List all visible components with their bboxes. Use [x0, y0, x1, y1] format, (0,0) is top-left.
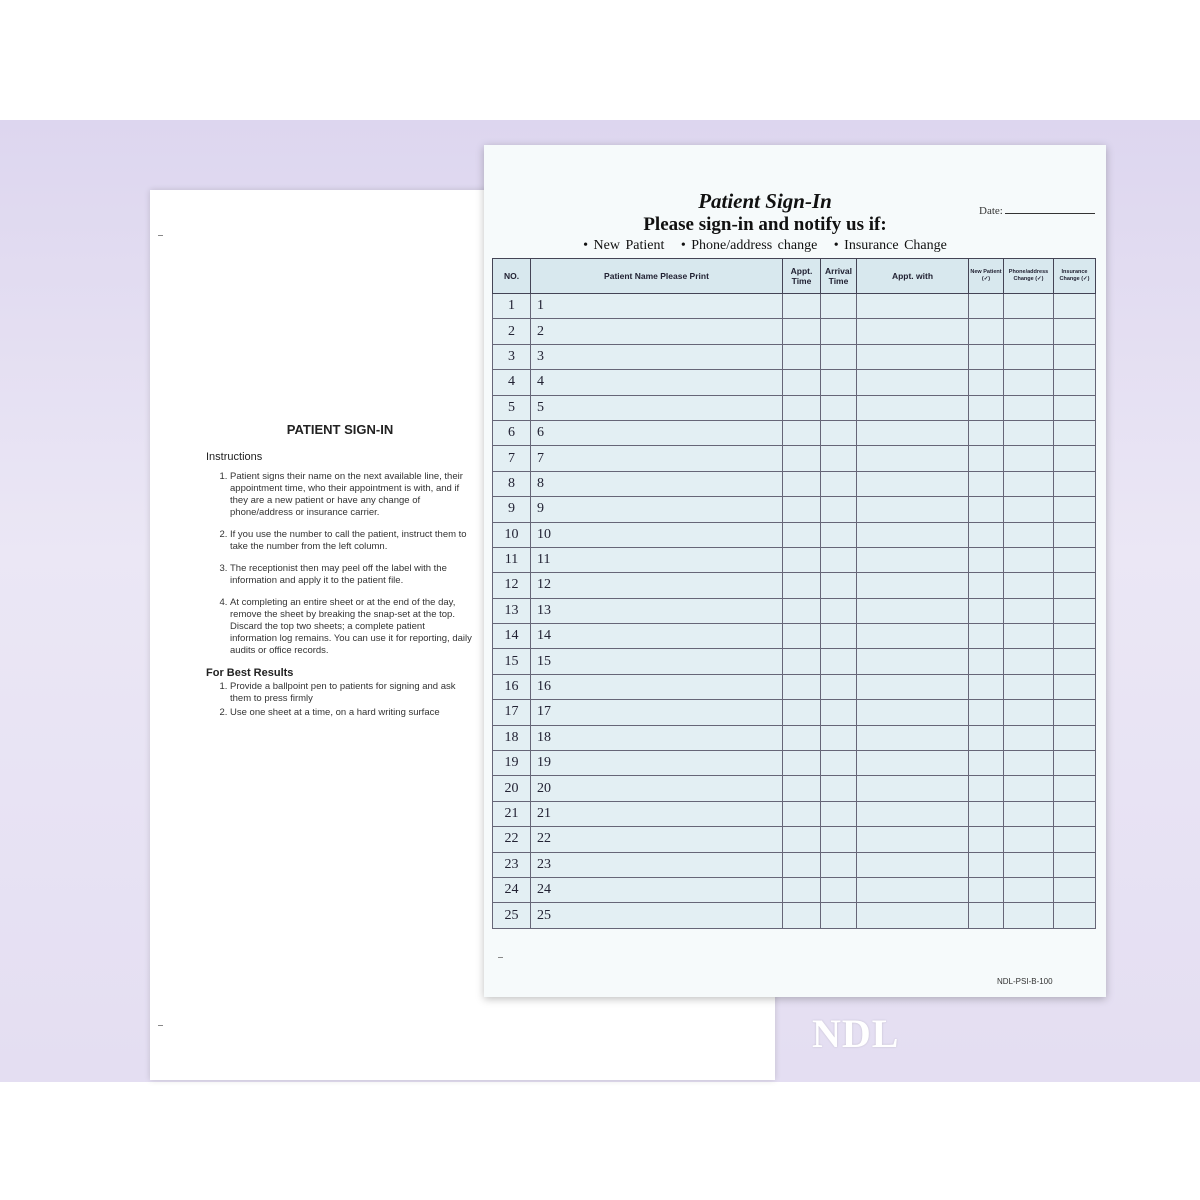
entry-cell[interactable]: [821, 649, 857, 674]
entry-cell[interactable]: [969, 700, 1004, 725]
entry-cell[interactable]: [1054, 294, 1096, 319]
entry-cell[interactable]: [969, 903, 1004, 928]
entry-cell[interactable]: [821, 370, 857, 395]
entry-cell[interactable]: [1004, 497, 1054, 522]
instruction-item: 2. If you use the number to call the patient, instruct them to take the number from the left column.: [230, 529, 474, 553]
entry-cell[interactable]: [783, 877, 821, 902]
table-row: [493, 319, 1096, 344]
entry-cell[interactable]: [969, 446, 1004, 471]
entry-cell[interactable]: [1054, 471, 1096, 496]
entry-cell[interactable]: [1054, 877, 1096, 902]
entry-cell[interactable]: [1004, 395, 1054, 420]
entry-cell[interactable]: [1054, 370, 1096, 395]
entry-cell[interactable]: [1054, 446, 1096, 471]
row-number: 19: [493, 751, 531, 776]
patient-name-cell[interactable]: 23: [531, 852, 783, 877]
entry-cell[interactable]: [783, 674, 821, 699]
row-number: 4: [493, 370, 531, 395]
entry-cell[interactable]: [969, 751, 1004, 776]
entry-cell[interactable]: [821, 877, 857, 902]
entry-cell[interactable]: [783, 547, 821, 572]
col-no: NO.: [493, 259, 531, 294]
entry-cell[interactable]: [1004, 725, 1054, 750]
col-patient-name: Patient Name Please Print: [531, 259, 783, 294]
entry-cell[interactable]: [969, 522, 1004, 547]
patient-name-cell[interactable]: 12: [531, 573, 783, 598]
patient-name-cell[interactable]: 24: [531, 877, 783, 902]
row-number: 8: [493, 471, 531, 496]
instruction-item: 4. At completing an entire sheet or at the end of the day, remove the sheet by breaking the snap-set at the top. Discard the top two sheets; a complete patient information log remains. You can use it for reporting, daily audits or office records.: [230, 597, 474, 657]
table-row: [493, 624, 1096, 649]
entry-cell[interactable]: [969, 776, 1004, 801]
patient-name-cell[interactable]: 1: [531, 294, 783, 319]
entry-cell[interactable]: [857, 573, 969, 598]
table-row: [493, 497, 1096, 522]
entry-cell[interactable]: [821, 344, 857, 369]
entry-cell[interactable]: [821, 903, 857, 928]
entry-cell[interactable]: [857, 522, 969, 547]
entry-cell[interactable]: [857, 801, 969, 826]
entry-cell[interactable]: [969, 344, 1004, 369]
table-row: [493, 446, 1096, 471]
entry-cell[interactable]: [783, 497, 821, 522]
entry-cell[interactable]: [783, 700, 821, 725]
entry-cell[interactable]: [969, 725, 1004, 750]
entry-cell[interactable]: [783, 624, 821, 649]
table-row: [493, 801, 1096, 826]
entry-cell[interactable]: [1004, 573, 1054, 598]
entry-cell[interactable]: [783, 598, 821, 623]
table-row: [493, 370, 1096, 395]
entry-cell[interactable]: [783, 725, 821, 750]
entry-cell[interactable]: [1054, 852, 1096, 877]
table-row: [493, 547, 1096, 572]
table-row: [493, 776, 1096, 801]
patient-name-cell[interactable]: 16: [531, 674, 783, 699]
instructions-content: [206, 422, 474, 721]
entry-cell[interactable]: [969, 547, 1004, 572]
entry-cell[interactable]: [783, 370, 821, 395]
col-new-patient: New Patient (✓): [969, 259, 1004, 294]
entry-cell[interactable]: [1004, 801, 1054, 826]
best-results-list: [206, 681, 474, 719]
entry-cell[interactable]: [969, 827, 1004, 852]
patient-name-cell[interactable]: 15: [531, 649, 783, 674]
entry-cell[interactable]: [857, 294, 969, 319]
entry-cell[interactable]: [969, 674, 1004, 699]
entry-cell[interactable]: [783, 471, 821, 496]
row-number: 1: [493, 294, 531, 319]
entry-cell[interactable]: [857, 852, 969, 877]
entry-cell[interactable]: [969, 395, 1004, 420]
row-number: 13: [493, 598, 531, 623]
perforation-mark: [158, 235, 163, 236]
best-results-item: 1. Provide a ballpoint pen to patients for signing and ask them to press firmly: [230, 681, 474, 705]
entry-cell[interactable]: [821, 319, 857, 344]
sign-in-table: [492, 258, 1096, 929]
entry-cell[interactable]: [1004, 522, 1054, 547]
entry-cell[interactable]: [821, 446, 857, 471]
entry-cell[interactable]: [857, 725, 969, 750]
entry-cell[interactable]: [1054, 497, 1096, 522]
entry-cell[interactable]: [1004, 471, 1054, 496]
entry-cell[interactable]: [857, 903, 969, 928]
entry-cell[interactable]: [857, 370, 969, 395]
entry-cell[interactable]: [783, 852, 821, 877]
entry-cell[interactable]: [857, 497, 969, 522]
entry-cell[interactable]: [857, 395, 969, 420]
ndl-watermark: NDL: [812, 1011, 900, 1056]
entry-cell[interactable]: [1004, 877, 1054, 902]
row-number: 2: [493, 319, 531, 344]
row-number: 17: [493, 700, 531, 725]
entry-cell[interactable]: [1054, 420, 1096, 445]
entry-cell[interactable]: [1054, 649, 1096, 674]
row-number: 23: [493, 852, 531, 877]
entry-cell[interactable]: [1054, 751, 1096, 776]
table-row: [493, 700, 1096, 725]
table-row: [493, 877, 1096, 902]
entry-cell[interactable]: [821, 573, 857, 598]
table-row: [493, 649, 1096, 674]
entry-cell[interactable]: [857, 776, 969, 801]
row-number: 11: [493, 547, 531, 572]
entry-cell[interactable]: [969, 649, 1004, 674]
entry-cell[interactable]: [857, 674, 969, 699]
entry-cell[interactable]: [783, 319, 821, 344]
best-results-item: 2. Use one sheet at a time, on a hard writing surface: [230, 707, 474, 719]
patient-name-cell[interactable]: 21: [531, 801, 783, 826]
entry-cell[interactable]: [857, 420, 969, 445]
entry-cell[interactable]: [857, 624, 969, 649]
entry-cell[interactable]: [821, 725, 857, 750]
entry-cell[interactable]: [1054, 700, 1096, 725]
entry-cell[interactable]: [1054, 801, 1096, 826]
entry-cell[interactable]: [857, 827, 969, 852]
col-appt-with: Appt. with: [857, 259, 969, 294]
patient-name-cell[interactable]: 19: [531, 751, 783, 776]
entry-cell[interactable]: [857, 700, 969, 725]
row-number: 21: [493, 801, 531, 826]
entry-cell[interactable]: [783, 776, 821, 801]
entry-cell[interactable]: [783, 395, 821, 420]
patient-name-cell[interactable]: 11: [531, 547, 783, 572]
instructions-list: [206, 471, 474, 657]
entry-cell[interactable]: [1004, 700, 1054, 725]
entry-cell[interactable]: [1004, 420, 1054, 445]
entry-cell[interactable]: [1004, 649, 1054, 674]
table-row: [493, 420, 1096, 445]
instruction-item: 1. Patient signs their name on the next available line, their appointment time, who their appointment is with, and if they are a new patient or have any change of phone/address or insurance carrier.: [230, 471, 474, 519]
entry-cell[interactable]: [1054, 725, 1096, 750]
perforation-mark: [498, 957, 503, 958]
row-number: 22: [493, 827, 531, 852]
row-number: 15: [493, 649, 531, 674]
row-number: 16: [493, 674, 531, 699]
entry-cell[interactable]: [821, 700, 857, 725]
patient-name-cell[interactable]: 6: [531, 420, 783, 445]
entry-cell[interactable]: [1054, 674, 1096, 699]
entry-cell[interactable]: [1054, 827, 1096, 852]
entry-cell[interactable]: [783, 801, 821, 826]
entry-cell[interactable]: [1004, 827, 1054, 852]
entry-cell[interactable]: [857, 598, 969, 623]
entry-cell[interactable]: [1004, 674, 1054, 699]
row-number: 9: [493, 497, 531, 522]
instruction-item: 3. The receptionist then may peel off the label with the information and apply it to the patient file.: [230, 563, 474, 587]
entry-cell[interactable]: [969, 319, 1004, 344]
instructions-heading: Instructions: [206, 451, 263, 463]
entry-cell[interactable]: [821, 801, 857, 826]
row-number: 6: [493, 420, 531, 445]
entry-cell[interactable]: [1004, 344, 1054, 369]
patient-name-cell[interactable]: 22: [531, 827, 783, 852]
entry-cell[interactable]: [1054, 624, 1096, 649]
entry-cell[interactable]: [857, 649, 969, 674]
entry-cell[interactable]: [783, 522, 821, 547]
entry-cell[interactable]: [1004, 370, 1054, 395]
entry-cell[interactable]: [821, 471, 857, 496]
patient-name-cell[interactable]: 17: [531, 700, 783, 725]
best-results-heading: For Best Results: [206, 667, 294, 679]
date-label: Date:: [979, 205, 1003, 217]
perforation-mark: [158, 1025, 163, 1026]
entry-cell[interactable]: [969, 624, 1004, 649]
entry-cell[interactable]: [969, 598, 1004, 623]
entry-cell[interactable]: [1054, 395, 1096, 420]
entry-cell[interactable]: [969, 497, 1004, 522]
entry-cell[interactable]: [1054, 776, 1096, 801]
row-number: 5: [493, 395, 531, 420]
table-row: [493, 344, 1096, 369]
patient-name-cell[interactable]: 4: [531, 370, 783, 395]
patient-name-cell[interactable]: 7: [531, 446, 783, 471]
table-row: [493, 674, 1096, 699]
entry-cell[interactable]: [857, 471, 969, 496]
col-appt-time: Appt. Time: [783, 259, 821, 294]
row-number: 20: [493, 776, 531, 801]
entry-cell[interactable]: [783, 294, 821, 319]
entry-cell[interactable]: [969, 801, 1004, 826]
entry-cell[interactable]: [1054, 522, 1096, 547]
entry-cell[interactable]: [821, 751, 857, 776]
entry-cell[interactable]: [1054, 573, 1096, 598]
patient-name-cell[interactable]: 8: [531, 471, 783, 496]
form-title: Patient Sign-In: [698, 189, 832, 213]
entry-cell[interactable]: [969, 877, 1004, 902]
row-number: 14: [493, 624, 531, 649]
entry-cell[interactable]: [1004, 446, 1054, 471]
patient-name-cell[interactable]: 5: [531, 395, 783, 420]
entry-cell[interactable]: [1054, 903, 1096, 928]
form-subtitle: Please sign-in and notify us if:: [643, 214, 887, 235]
entry-cell[interactable]: [821, 674, 857, 699]
patient-name-cell[interactable]: 10: [531, 522, 783, 547]
entry-cell[interactable]: [1004, 547, 1054, 572]
patient-name-cell[interactable]: 18: [531, 725, 783, 750]
table-row: [493, 522, 1096, 547]
entry-cell[interactable]: [1004, 319, 1054, 344]
patient-name-cell[interactable]: 3: [531, 344, 783, 369]
table-row: [493, 852, 1096, 877]
notify-bullets: • New Patient • Phone/address change • Insurance Change: [583, 238, 947, 253]
entry-cell[interactable]: [969, 294, 1004, 319]
entry-cell[interactable]: [1054, 344, 1096, 369]
table-row: [493, 395, 1096, 420]
entry-cell[interactable]: [1004, 294, 1054, 319]
patient-name-cell[interactable]: 13: [531, 598, 783, 623]
patient-name-cell[interactable]: 20: [531, 776, 783, 801]
entry-cell[interactable]: [821, 598, 857, 623]
col-arrival-time: Arrival Time: [821, 259, 857, 294]
date-line: [1005, 213, 1095, 214]
entry-cell[interactable]: [821, 294, 857, 319]
entry-cell[interactable]: [1004, 903, 1054, 928]
table-row: [493, 471, 1096, 496]
entry-cell[interactable]: [821, 522, 857, 547]
entry-cell[interactable]: [969, 370, 1004, 395]
row-number: 24: [493, 877, 531, 902]
entry-cell[interactable]: [821, 624, 857, 649]
entry-cell[interactable]: [783, 827, 821, 852]
row-number: 12: [493, 573, 531, 598]
entry-cell[interactable]: [969, 471, 1004, 496]
entry-cell[interactable]: [969, 573, 1004, 598]
entry-cell[interactable]: [1004, 624, 1054, 649]
patient-name-cell[interactable]: 9: [531, 497, 783, 522]
row-number: 3: [493, 344, 531, 369]
table-row: [493, 827, 1096, 852]
entry-cell[interactable]: [1004, 751, 1054, 776]
row-number: 10: [493, 522, 531, 547]
table-row: [493, 903, 1096, 928]
entry-cell[interactable]: [821, 420, 857, 445]
entry-cell[interactable]: [857, 877, 969, 902]
entry-cell[interactable]: [821, 852, 857, 877]
entry-cell[interactable]: [1004, 776, 1054, 801]
entry-cell[interactable]: [857, 751, 969, 776]
table-row: [493, 598, 1096, 623]
col-phone-change: Phone/address Change (✓): [1004, 259, 1054, 294]
entry-cell[interactable]: [857, 319, 969, 344]
table-header: [493, 259, 1096, 294]
entry-cell[interactable]: [783, 446, 821, 471]
instructions-title: PATIENT SIGN-IN: [286, 422, 394, 437]
entry-cell[interactable]: [821, 497, 857, 522]
col-insurance-change: Insurance Change (✓): [1054, 259, 1096, 294]
table-row: [493, 751, 1096, 776]
entry-cell[interactable]: [783, 573, 821, 598]
entry-cell[interactable]: [821, 395, 857, 420]
form-code: NDL-PSI-B-100: [997, 977, 1053, 986]
entry-cell[interactable]: [969, 852, 1004, 877]
entry-cell[interactable]: [783, 420, 821, 445]
table-row: [493, 294, 1096, 319]
patient-name-cell[interactable]: 25: [531, 903, 783, 928]
entry-cell[interactable]: [969, 420, 1004, 445]
entry-cell[interactable]: [1054, 547, 1096, 572]
entry-cell[interactable]: [783, 649, 821, 674]
patient-name-cell[interactable]: 14: [531, 624, 783, 649]
row-number: 7: [493, 446, 531, 471]
patient-name-cell[interactable]: 2: [531, 319, 783, 344]
entry-cell[interactable]: [1054, 319, 1096, 344]
sign-in-sheet: [484, 145, 1106, 997]
row-number: 25: [493, 903, 531, 928]
entry-cell[interactable]: [1054, 598, 1096, 623]
entry-cell[interactable]: [783, 751, 821, 776]
entry-cell[interactable]: [857, 446, 969, 471]
row-number: 18: [493, 725, 531, 750]
date-field: [979, 205, 1095, 217]
entry-cell[interactable]: [857, 547, 969, 572]
entry-cell[interactable]: [1004, 852, 1054, 877]
entry-cell[interactable]: [821, 776, 857, 801]
entry-cell[interactable]: [783, 903, 821, 928]
entry-cell[interactable]: [1004, 598, 1054, 623]
table-row: [493, 573, 1096, 598]
entry-cell[interactable]: [783, 344, 821, 369]
table-row: [493, 725, 1096, 750]
entry-cell[interactable]: [821, 547, 857, 572]
entry-cell[interactable]: [857, 344, 969, 369]
entry-cell[interactable]: [821, 827, 857, 852]
